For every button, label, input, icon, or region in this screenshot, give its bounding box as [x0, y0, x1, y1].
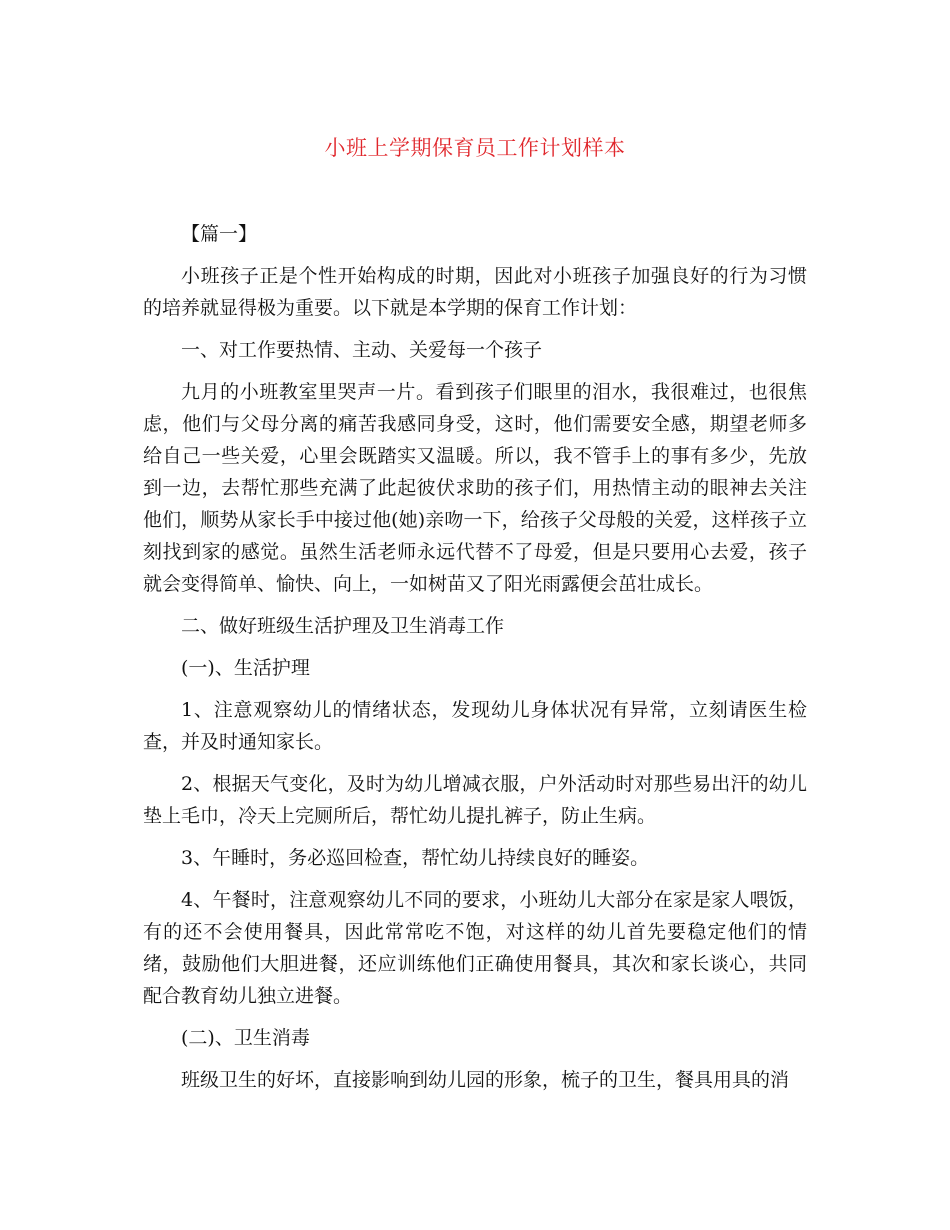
subsection-heading: (一)、生活护理	[181, 657, 310, 679]
list-item: 3、午睡时，务必巡回检查，帮忙幼儿持续良好的睡姿。	[181, 847, 650, 869]
list-item: 1、注意观察幼儿的情绪状态，发现幼儿身体状况有异常，立刻请医生检查，并及时通知家长。	[143, 699, 807, 753]
section-heading: 二、做好班级生活护理及卫生消毒工作	[181, 615, 505, 637]
section-heading: 一、对工作要热情、主动、关爱每一个孩子	[181, 339, 543, 361]
section-label: 【篇一】	[181, 223, 258, 245]
paragraph: 小班孩子正是个性开始构成的时期，因此对小班孩子加强良好的行为习惯的培养就显得极为重要。以下就是本学期的保育工作计划：	[143, 265, 807, 319]
list-item: 4、午餐时，注意观察幼儿不同的要求，小班幼儿大部分在家是家人喂饭，有的还不会使用餐具，因此常常吃不饱，对这样的幼儿首先要稳定他们的情绪，鼓励他们大胆进餐，还应训练他们正确使用餐具，其次和家长谈心，共同配合教育幼儿独立进餐。	[143, 889, 807, 1007]
document-body	[143, 218, 807, 1106]
paragraph: 九月的小班教室里哭声一片。看到孩子们眼里的泪水，我很难过，也很焦虑，他们与父母分离的痛苦我感同身受，这时，他们需要安全感，期望老师多给自己一些关爱，心里会既踏实又温暖。所以，我不管手上的事有多少，先放到一边，去帮忙那些充满了此起彼伏求助的孩子们，用热情主动的眼神去关注他们，顺势从家长手中接过他(她)亲吻一下，给孩子父母般的关爱，这样孩子立刻找到家的感觉。虽然生活老师永远代替不了母爱，但是只要用心去爱，孩子就会变得简单、愉快、向上，一如树苗又了阳光雨露便会茁壮成长。	[143, 381, 807, 595]
subsection-heading: (二)、卫生消毒	[181, 1027, 310, 1049]
list-item: 2、根据天气变化，及时为幼儿增减衣服，户外活动时对那些易出汗的幼儿垫上毛巾，冷天上完厕所后，帮忙幼儿提扎裤子，防止生病。	[143, 773, 807, 827]
paragraph: 班级卫生的好坏，直接影响到幼儿园的形象，梳子的卫生，餐具用具的消	[181, 1069, 790, 1091]
document-title: 小班上学期保育员工作计划样本	[324, 136, 626, 160]
